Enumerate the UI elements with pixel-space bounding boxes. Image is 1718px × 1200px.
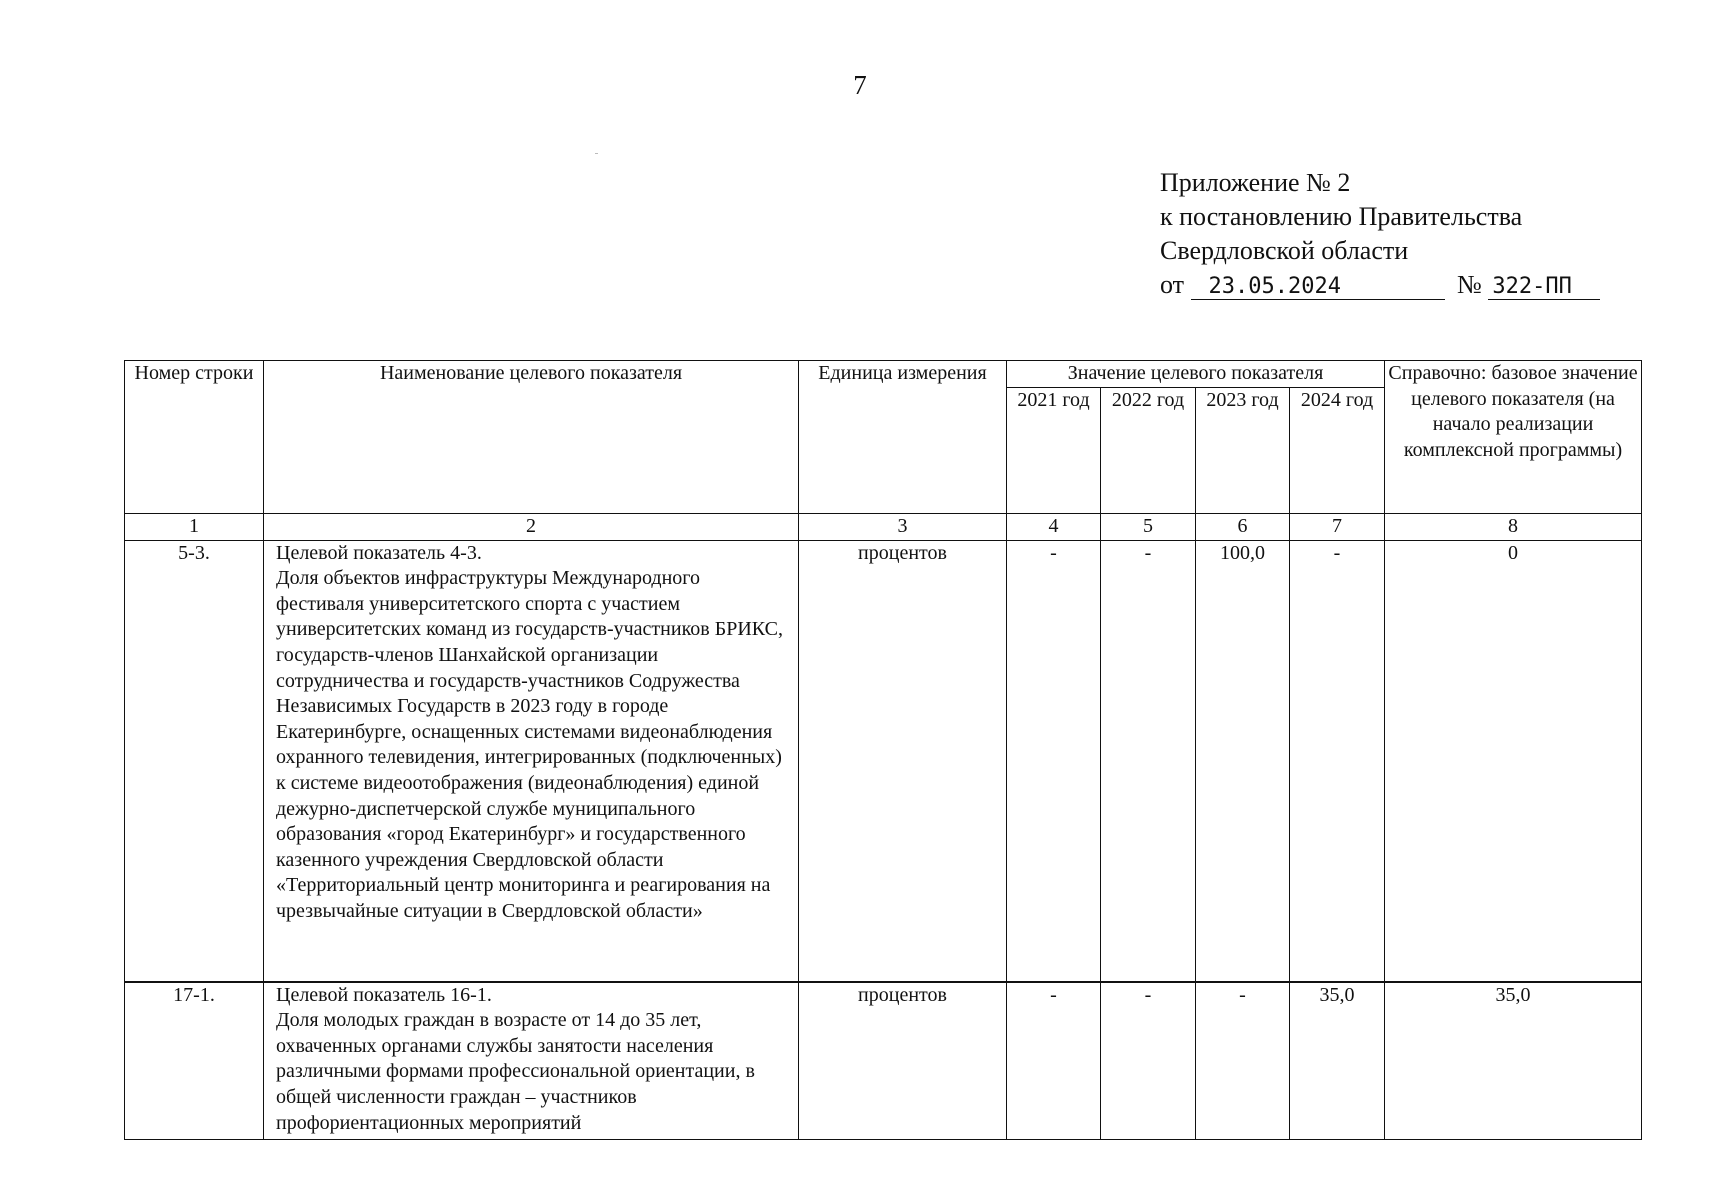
unit-cell: процентов: [799, 982, 1007, 1140]
value-2024: -: [1290, 540, 1385, 982]
indicator-name-cell: [264, 982, 799, 1140]
column-number: 1: [125, 514, 264, 541]
header-unit: Единица измерения: [799, 361, 1007, 514]
value-2023: 100,0: [1196, 540, 1290, 982]
scan-artifact: [595, 153, 598, 154]
appendix-resolution: к постановлению Правительства: [1160, 202, 1523, 231]
header-row-number: Номер строки: [125, 361, 264, 514]
column-number: 8: [1385, 514, 1642, 541]
appendix-block: [1160, 166, 1600, 302]
column-number: 4: [1007, 514, 1101, 541]
column-number-row: [125, 514, 1642, 541]
row-number: 5-3.: [125, 540, 264, 982]
appendix-region: Свердловской области: [1160, 236, 1409, 265]
base-value: 35,0: [1385, 982, 1642, 1140]
value-2021: -: [1007, 540, 1101, 982]
value-2022: -: [1101, 540, 1196, 982]
header-target-value: Значение целевого показателя: [1007, 361, 1385, 388]
table-row: [125, 982, 1642, 1140]
column-number: 5: [1101, 514, 1196, 541]
column-number: 2: [264, 514, 799, 541]
value-2021: -: [1007, 982, 1101, 1140]
indicator-name-cell: [264, 540, 799, 982]
indicator-title: Целевой показатель 4-3.: [276, 541, 482, 564]
value-2024: 35,0: [1290, 982, 1385, 1140]
table-row: [125, 540, 1642, 982]
unit-cell: процентов: [799, 540, 1007, 982]
resolution-number: 322-ПП: [1488, 275, 1600, 300]
header-year-2024: 2024 год: [1290, 387, 1385, 513]
resolution-date: 23.05.2024: [1191, 275, 1445, 300]
date-prefix: от: [1160, 270, 1185, 299]
indicators-table: [124, 360, 1642, 1140]
column-number: 3: [799, 514, 1007, 541]
value-2022: -: [1101, 982, 1196, 1140]
appendix-title: Приложение № 2: [1160, 168, 1351, 197]
column-number: 7: [1290, 514, 1385, 541]
base-value: 0: [1385, 540, 1642, 982]
indicator-title: Целевой показатель 16-1.: [276, 983, 492, 1006]
header-reference: Справочно: базовое значение целевого показателя (на начало реализации комплексной программы): [1385, 361, 1642, 514]
column-number: 6: [1196, 514, 1290, 541]
header-year-2021: 2021 год: [1007, 387, 1101, 513]
header-indicator-name: Наименование целевого показателя: [264, 361, 799, 514]
row-number: 17-1.: [125, 982, 264, 1140]
indicator-description: Доля объектов инфраструктуры Международного фестиваля университетского спорта с участием университетских команд из государств-участников БРИКС, государств-членов Шанхайской организации сотрудничества и государств-участников Содружества Независимых Государств в 2023 году в городе Екатеринбурге, оснащенных системами видеонаблюдения охранного телевидения, интегрированных (подключенных) к системе видеоотображения (видеонаблюдения) единой дежурно-диспетчерской службе муниципального образования «город Екатеринбург» и государственного казенного учреждения Свердловской области «Территориальный центр мониторинга и реагирования на чрезвычайные ситуации в Свердловской области»: [276, 567, 783, 922]
indicator-description: Доля молодых граждан в возрасте от 14 до 35 лет, охваченных органами службы занятости населения различными формами профессиональной ориентации, в общей численности граждан – участников профориентационных мероприятий: [276, 1009, 755, 1134]
header-row-top: [125, 361, 1642, 388]
header-year-2022: 2022 год: [1101, 387, 1196, 513]
value-2023: -: [1196, 982, 1290, 1140]
header-year-2023: 2023 год: [1196, 387, 1290, 513]
page-number: 7: [853, 70, 867, 100]
number-prefix: №: [1457, 270, 1482, 299]
appendix-date-line: [1160, 268, 1600, 302]
